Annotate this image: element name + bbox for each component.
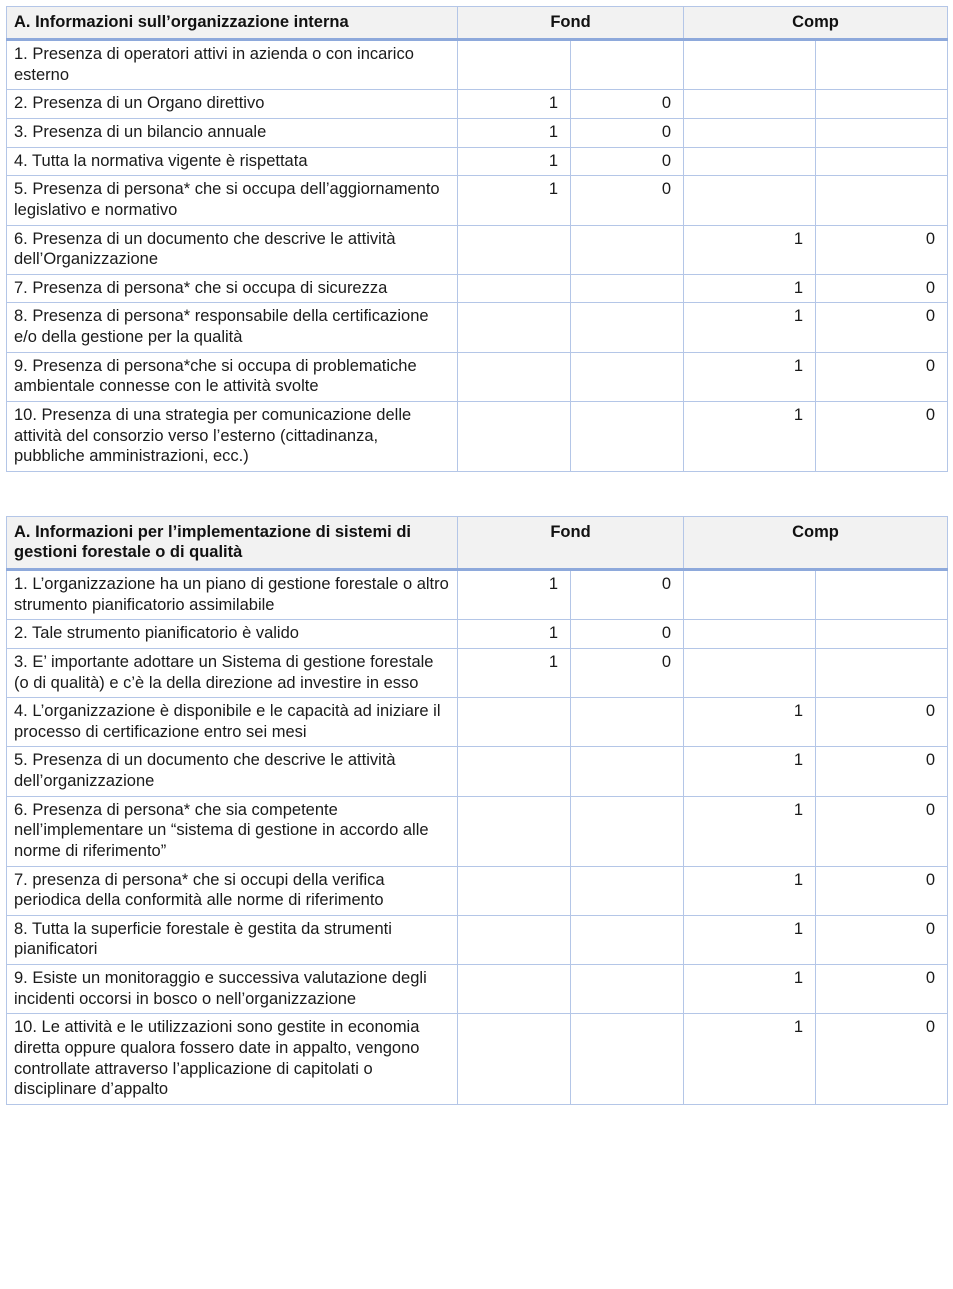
table-row: [7, 965, 948, 1014]
table-row: [7, 620, 948, 649]
cell-fond-no[interactable]: 0: [571, 176, 684, 225]
cell-comp-no[interactable]: 0: [816, 1014, 948, 1105]
cell-fond-yes[interactable]: [458, 747, 571, 796]
cell-comp-yes[interactable]: 1: [684, 747, 816, 796]
row-question-label: 8. Tutta la superficie forestale è gestita da strumenti pianificatori: [7, 915, 458, 964]
cell-fond-no[interactable]: 0: [571, 119, 684, 148]
table-row: [7, 40, 948, 90]
cell-comp-no[interactable]: [816, 176, 948, 225]
cell-comp-yes[interactable]: [684, 90, 816, 119]
cell-comp-yes[interactable]: 1: [684, 1014, 816, 1105]
table-row: [7, 176, 948, 225]
row-question-label: 6. Presenza di persona* che sia competente nell’implementare un “sistema di gestione in accordo alle norme di riferimento”: [7, 796, 458, 866]
cell-comp-no[interactable]: 0: [816, 965, 948, 1014]
table-row: [7, 225, 948, 274]
cell-fond-no[interactable]: 0: [571, 570, 684, 620]
cell-comp-no[interactable]: 0: [816, 866, 948, 915]
table-row: [7, 1014, 948, 1105]
cell-comp-yes[interactable]: [684, 648, 816, 697]
column-header-group-fond: Fond: [458, 7, 684, 40]
table-header-row: [7, 516, 948, 569]
cell-comp-no[interactable]: [816, 40, 948, 90]
cell-comp-yes[interactable]: [684, 570, 816, 620]
cell-fond-yes[interactable]: [458, 274, 571, 303]
cell-comp-no[interactable]: [816, 119, 948, 148]
table-row: [7, 274, 948, 303]
cell-fond-no[interactable]: [571, 274, 684, 303]
cell-comp-no[interactable]: 0: [816, 274, 948, 303]
cell-comp-yes[interactable]: 1: [684, 796, 816, 866]
cell-comp-no[interactable]: [816, 570, 948, 620]
row-question-label: 9. Presenza di persona*che si occupa di problematiche ambientale connesse con le attività svolte: [7, 352, 458, 401]
cell-fond-yes[interactable]: [458, 1014, 571, 1105]
cell-fond-no[interactable]: [571, 866, 684, 915]
row-question-label: 3. Presenza di un bilancio annuale: [7, 119, 458, 148]
cell-comp-no[interactable]: 0: [816, 796, 948, 866]
cell-fond-no[interactable]: [571, 303, 684, 352]
cell-comp-no[interactable]: 0: [816, 401, 948, 471]
table-row: [7, 147, 948, 176]
cell-fond-yes[interactable]: [458, 352, 571, 401]
cell-comp-yes[interactable]: 1: [684, 303, 816, 352]
cell-comp-no[interactable]: 0: [816, 698, 948, 747]
cell-comp-yes[interactable]: 1: [684, 401, 816, 471]
cell-comp-yes[interactable]: [684, 40, 816, 90]
table-row: [7, 648, 948, 697]
table-header-row: [7, 7, 948, 40]
table-row: [7, 352, 948, 401]
cell-fond-yes[interactable]: 1: [458, 147, 571, 176]
table-row: [7, 90, 948, 119]
cell-fond-yes[interactable]: 1: [458, 570, 571, 620]
cell-comp-yes[interactable]: [684, 119, 816, 148]
cell-fond-no[interactable]: [571, 225, 684, 274]
row-question-label: 7. presenza di persona* che si occupi della verifica periodica della conformità alle norme di riferimento: [7, 866, 458, 915]
row-question-label: 1. L’organizzazione ha un piano di gestione forestale o altro strumento pianificatorio assimilabile: [7, 570, 458, 620]
row-question-label: 5. Presenza di un documento che descrive le attività dell’organizzazione: [7, 747, 458, 796]
cell-fond-yes[interactable]: 1: [458, 119, 571, 148]
column-header-section-title: A. Informazioni per l’implementazione di sistemi di gestioni forestale o di qualità: [7, 516, 458, 569]
cell-fond-no[interactable]: 0: [571, 620, 684, 649]
cell-fond-no[interactable]: 0: [571, 648, 684, 697]
cell-fond-yes[interactable]: 1: [458, 620, 571, 649]
cell-fond-no[interactable]: [571, 698, 684, 747]
cell-comp-no[interactable]: 0: [816, 352, 948, 401]
cell-comp-no[interactable]: [816, 90, 948, 119]
table-row: [7, 698, 948, 747]
table-separator-gap: [6, 472, 947, 516]
questionnaire-table-2: [6, 516, 948, 1105]
table-row: [7, 570, 948, 620]
cell-fond-no[interactable]: [571, 796, 684, 866]
cell-fond-no[interactable]: [571, 401, 684, 471]
cell-fond-yes[interactable]: 1: [458, 648, 571, 697]
cell-comp-no[interactable]: 0: [816, 747, 948, 796]
cell-fond-yes[interactable]: [458, 225, 571, 274]
row-question-label: 10. Presenza di una strategia per comunicazione delle attività del consorzio verso l’esterno (cittadinanza, pubbliche amministrazioni, ecc.): [7, 401, 458, 471]
cell-fond-yes[interactable]: [458, 866, 571, 915]
row-question-label: 10. Le attività e le utilizzazioni sono gestite in economia diretta oppure qualora fossero date in appalto, vengono controllate attraverso l’applicazione di capitolati o disciplinare d’appalto: [7, 1014, 458, 1105]
cell-fond-no[interactable]: [571, 747, 684, 796]
cell-fond-yes[interactable]: [458, 965, 571, 1014]
table-row: [7, 915, 948, 964]
tables-container: [6, 6, 947, 1105]
row-question-label: 1. Presenza di operatori attivi in azienda o con incarico esterno: [7, 40, 458, 90]
cell-comp-yes[interactable]: 1: [684, 352, 816, 401]
table-row: [7, 747, 948, 796]
table-row: [7, 119, 948, 148]
cell-comp-yes[interactable]: 1: [684, 225, 816, 274]
cell-fond-no[interactable]: [571, 352, 684, 401]
row-question-label: 2. Presenza di un Organo direttivo: [7, 90, 458, 119]
cell-fond-yes[interactable]: [458, 915, 571, 964]
cell-fond-no[interactable]: [571, 1014, 684, 1105]
cell-comp-yes[interactable]: 1: [684, 698, 816, 747]
cell-fond-yes[interactable]: [458, 698, 571, 747]
row-question-label: 9. Esiste un monitoraggio e successiva valutazione degli incidenti occorsi in bosco o nell’organizzazione: [7, 965, 458, 1014]
row-question-label: 4. Tutta la normativa vigente è rispettata: [7, 147, 458, 176]
column-header-group-comp: Comp: [684, 7, 948, 40]
cell-comp-no[interactable]: 0: [816, 303, 948, 352]
cell-fond-no[interactable]: [571, 40, 684, 90]
cell-fond-no[interactable]: 0: [571, 147, 684, 176]
cell-fond-yes[interactable]: [458, 303, 571, 352]
table-row: [7, 303, 948, 352]
row-question-label: 7. Presenza di persona* che si occupa di sicurezza: [7, 274, 458, 303]
questionnaire-table-1: [6, 6, 948, 472]
cell-comp-no[interactable]: 0: [816, 225, 948, 274]
table-row: [7, 401, 948, 471]
cell-comp-yes[interactable]: 1: [684, 866, 816, 915]
cell-fond-yes[interactable]: [458, 40, 571, 90]
cell-fond-yes[interactable]: [458, 401, 571, 471]
row-question-label: 6. Presenza di un documento che descrive le attività dell’Organizzazione: [7, 225, 458, 274]
cell-comp-no[interactable]: [816, 147, 948, 176]
cell-fond-no[interactable]: [571, 915, 684, 964]
cell-fond-yes[interactable]: 1: [458, 176, 571, 225]
cell-comp-no[interactable]: [816, 620, 948, 649]
cell-comp-no[interactable]: 0: [816, 915, 948, 964]
row-question-label: 5. Presenza di persona* che si occupa dell’aggiornamento legislativo e normativo: [7, 176, 458, 225]
cell-fond-yes[interactable]: 1: [458, 90, 571, 119]
row-question-label: 4. L’organizzazione è disponibile e le capacità ad iniziare il processo di certificazione entro sei mesi: [7, 698, 458, 747]
cell-fond-no[interactable]: [571, 965, 684, 1014]
cell-comp-yes[interactable]: 1: [684, 965, 816, 1014]
column-header-section-title: A. Informazioni sull’organizzazione interna: [7, 7, 458, 40]
column-header-group-comp: Comp: [684, 516, 948, 569]
column-header-group-fond: Fond: [458, 516, 684, 569]
cell-fond-no[interactable]: 0: [571, 90, 684, 119]
cell-comp-no[interactable]: [816, 648, 948, 697]
row-question-label: 2. Tale strumento pianificatorio è valido: [7, 620, 458, 649]
cell-comp-yes[interactable]: [684, 620, 816, 649]
cell-comp-yes[interactable]: 1: [684, 915, 816, 964]
cell-comp-yes[interactable]: [684, 176, 816, 225]
cell-comp-yes[interactable]: [684, 147, 816, 176]
cell-comp-yes[interactable]: 1: [684, 274, 816, 303]
row-question-label: 3. E’ importante adottare un Sistema di gestione forestale (o di qualità) e c’è la della direzione ad investire in esso: [7, 648, 458, 697]
table-row: [7, 796, 948, 866]
table-row: [7, 866, 948, 915]
row-question-label: 8. Presenza di persona* responsabile della certificazione e/o della gestione per la qualità: [7, 303, 458, 352]
cell-fond-yes[interactable]: [458, 796, 571, 866]
